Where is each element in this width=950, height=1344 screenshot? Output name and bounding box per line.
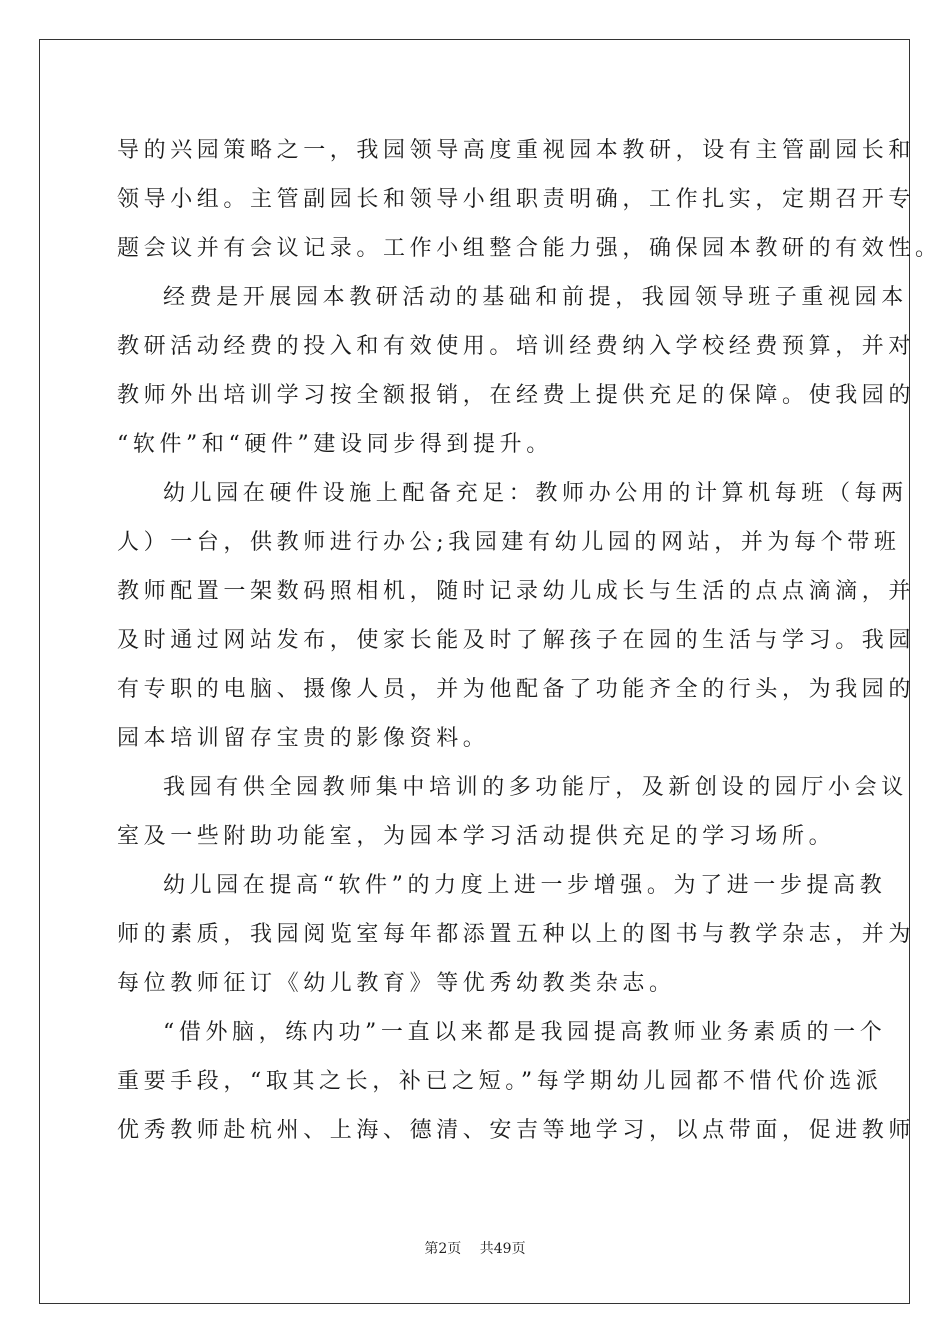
- text-line: 幼儿园在硬件设施上配备充足：教师办公用的计算机每班（每两: [163, 481, 908, 506]
- text-line: 教师外出培训学习按全额报销，在经费上提供充足的保障。使我园的: [117, 383, 916, 408]
- text-line: 教师配置一架数码照相机，随时记录幼儿成长与生活的点点滴滴，并: [117, 579, 916, 604]
- text-line: 人）一台，供教师进行办公;我园建有幼儿园的网站，并为每个带班: [117, 530, 901, 555]
- text-line: 我园有供全园教师集中培训的多功能厅，及新创设的园厅小会议: [163, 775, 908, 800]
- text-line: 及时通过网站发布，使家长能及时了解孩子在园的生活与学习。我园: [117, 628, 916, 653]
- total-pages: 共49页: [479, 1241, 526, 1257]
- text-line: 教研活动经费的投入和有效使用。培训经费纳入学校经费预算，并对: [117, 334, 916, 359]
- text-line: 每位教师征订《幼儿教育》等优秀幼教类杂志。: [117, 971, 676, 996]
- text-line: 幼儿园在提高“软件”的力度上进一步增强。为了进一步提高教: [163, 873, 887, 898]
- page-footer: [0, 1238, 950, 1258]
- text-line: 重要手段，“取其之长，补已之短。”每学期幼儿园都不惜代价选派: [117, 1069, 883, 1094]
- text-line: 导的兴园策略之一，我园领导高度重视园本教研，设有主管副园长和: [117, 138, 916, 163]
- text-line: 经费是开展园本教研活动的基础和前提，我园领导班子重视园本: [163, 285, 908, 310]
- text-line: 题会议并有会议记录。工作小组整合能力强，确保园本教研的有效性。: [117, 236, 942, 261]
- text-line: “软件”和“硬件”建设同步得到提升。: [117, 432, 553, 457]
- text-line: 优秀教师赴杭州、上海、德清、安吉等地学习，以点带面，促进教师: [117, 1118, 916, 1143]
- text-line: “借外脑，练内功”一直以来都是我园提高教师业务素质的一个: [163, 1020, 887, 1045]
- text-line: 领导小组。主管副园长和领导小组职责明确，工作扎实，定期召开专: [117, 187, 916, 212]
- text-line: 有专职的电脑、摄像人员，并为他配备了功能齐全的行头，为我园的: [117, 677, 916, 702]
- text-line: 师的素质，我园阅览室每年都添置五种以上的图书与教学杂志，并为: [117, 922, 916, 947]
- document-body: [117, 126, 942, 1155]
- page-number: 第2页: [424, 1241, 462, 1257]
- text-line: 室及一些附助功能室，为园本学习活动提供充足的学习场所。: [117, 824, 836, 849]
- text-line: 园本培训留存宝贵的影像资料。: [117, 726, 490, 751]
